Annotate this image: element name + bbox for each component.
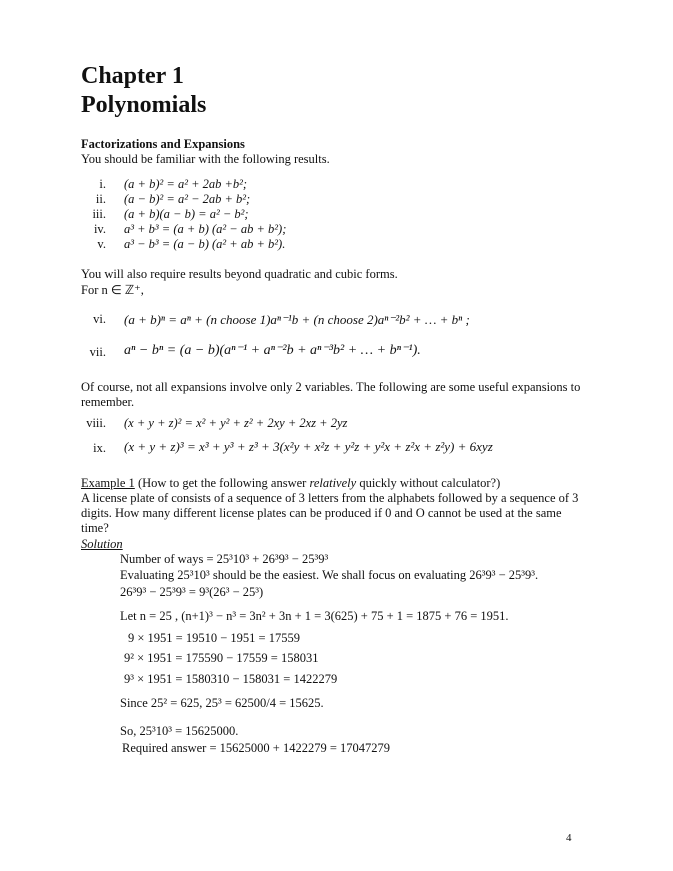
solution-step: 9² × 1951 = 175590 − 17559 = 158031 <box>124 651 319 665</box>
solution-step: 26³9³ − 25³9³ = 9³(26³ − 25³) <box>120 585 264 599</box>
solution-label: Solution <box>81 537 123 551</box>
page-number: 4 <box>566 832 572 844</box>
identity-expression: aⁿ − bⁿ = (a − b)(aⁿ⁻¹ + aⁿ⁻²b + aⁿ⁻³b² + … + bⁿ⁻¹). <box>124 343 421 358</box>
three-variable-text: Of course, not all expansions involve only 2 variables. The following are some useful expansions to remember. <box>81 380 581 409</box>
identity-number: vii. <box>89 345 106 359</box>
identity-expression: a³ − b³ = (a − b) (a² + ab + b²). <box>124 237 286 251</box>
chapter-label: Chapter 1 <box>81 63 184 89</box>
identity-number: vi. <box>93 312 106 326</box>
example-label: Example 1 <box>81 476 135 490</box>
identity-number: ii. <box>95 192 106 206</box>
for-n-text: For n ∈ ℤ⁺, <box>81 283 144 297</box>
identity-expression: (a − b)² = a² − 2ab + b²; <box>124 192 251 206</box>
identity-expression: (a + b)² = a² + 2ab +b²; <box>124 177 248 191</box>
identity-number: iii. <box>92 207 106 221</box>
example-body: A license plate of consists of a sequence of 3 letters from the alphabets followed by a sequence of 3 digits. How many different license plates can be produced if 0 and O cannot be used at the same time? <box>81 491 579 535</box>
solution-step: Required answer = 15625000 + 1422279 = 17047279 <box>122 741 390 755</box>
chapter-title: Polynomials <box>81 92 207 118</box>
solution-step: Evaluating 25³10³ should be the easiest. We shall focus on evaluating 26³9³ − 25³9³. <box>120 568 539 582</box>
identity-expression: (a + b)(a − b) = a² − b²; <box>124 207 249 221</box>
section-heading: Factorizations and Expansions <box>81 137 245 151</box>
section-intro: You should be familiar with the following results. <box>81 152 330 166</box>
solution-step: Since 25² = 625, 25³ = 62500/4 = 15625. <box>120 696 324 710</box>
example-heading <box>81 476 500 491</box>
solution-step: 9³ × 1951 = 1580310 − 158031 = 1422279 <box>124 672 338 686</box>
identity-number: iv. <box>93 222 106 236</box>
identity-expression: (x + y + z)² = x² + y² + z² + 2xy + 2xz + 2yz <box>124 416 348 430</box>
example-question-pre: (How to get the following answer <box>137 476 310 490</box>
solution-step: So, 25³10³ = 15625000. <box>120 724 239 738</box>
identity-expression: a³ + b³ = (a + b) (a² − ab + b²); <box>124 222 287 236</box>
identity-expression: (x + y + z)³ = x³ + y³ + z³ + 3(x²y + x²z + y²z + y²x + z²x + z²y) + 6xyz <box>124 439 493 454</box>
identity-expression: (a + b)ⁿ = aⁿ + (n choose 1)aⁿ⁻¹b + (n choose 2)aⁿ⁻²b² + … + bⁿ ; <box>124 312 470 327</box>
solution-step: 9 × 1951 = 19510 − 1951 = 17559 <box>128 631 300 645</box>
example-question-post: quickly without calculator?) <box>356 476 501 490</box>
beyond-text: You will also require results beyond quadratic and cubic forms. <box>81 267 398 281</box>
identity-number: i. <box>99 177 106 191</box>
example-question-emphasis: relatively <box>309 476 357 490</box>
identity-number: viii. <box>86 416 106 430</box>
identity-number: v. <box>97 237 106 251</box>
identity-number: ix. <box>93 441 106 455</box>
solution-step: Let n = 25 , (n+1)³ − n³ = 3n² + 3n + 1 = 3(625) + 75 + 1 = 1875 + 76 = 1951. <box>120 609 509 623</box>
solution-step: Number of ways = 25³10³ + 26³9³ − 25³9³ <box>120 552 329 566</box>
